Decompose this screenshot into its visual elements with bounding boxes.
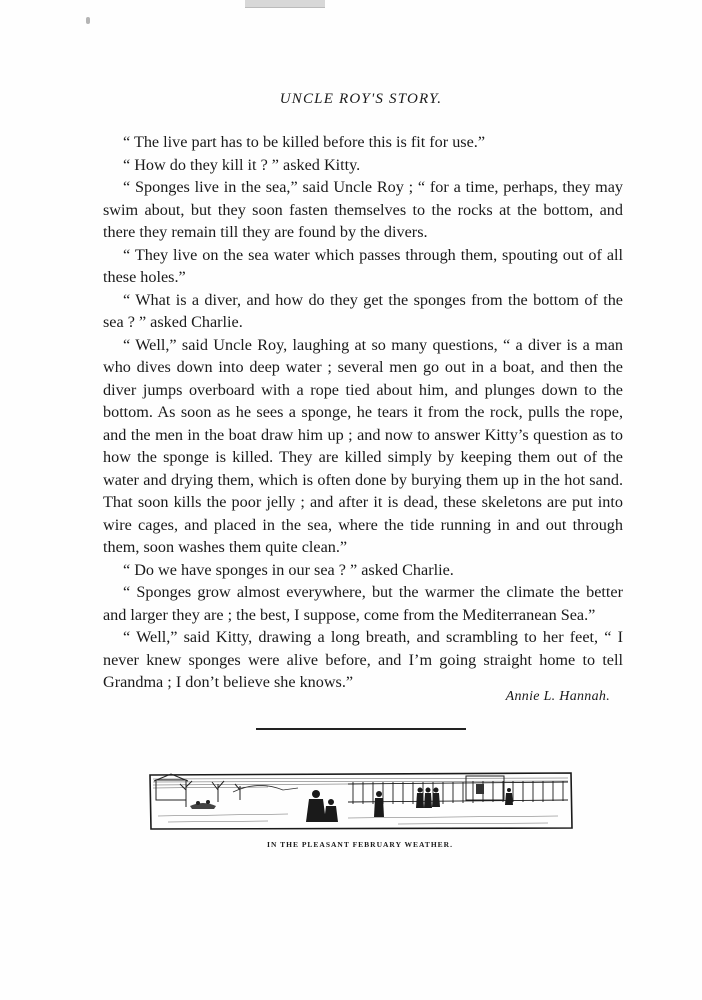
paragraph: “ They live on the sea water which passes through them, spouting out of all these holes.” [103,245,623,286]
paragraph: “ Well,” said Uncle Roy, laughing at so many questions, “ a diver is a man who dives down into deep water ; several men go out in a boat, and then the diver jumps overboard with a rope tied about him, and plunges down to the bottom. As soon as he sees a sponge, he tears it from the rock, pulls the rope, and the men in the boat draw him up ; and now to answer Kitty’s question as to how the sponge is killed. They are killed simply by keeping them out of the water and drying them, which is often done by burying them up in the hot sand. That soon kills the poor jelly ; and after it is dead, these skeletons are put into wire cages, and placed in the sea, where the tide running in and out through them, soon washes them quite clean.” [103,335,623,556]
paragraph: “ Sponges live in the sea,” said Uncle Roy ; “ for a time, perhaps, they may swim about, but they soon fasten themselves to the rocks at the bottom, and there they remain till they are found by the divers. [103,178,623,241]
paragraph: “ Do we have sponges in our sea ? ” asked Charlie. [123,560,454,579]
winter-scene-illustration [148,772,573,830]
section-divider [256,728,466,730]
illustration-caption: IN THE PLEASANT FEBRUARY WEATHER. [267,840,453,849]
story-text [103,131,623,694]
paragraph: “ How do they kill it ? ” asked Kitty. [123,155,361,174]
running-head: UNCLE ROY'S STORY. [279,91,443,107]
paper-speck [86,17,90,24]
paragraph: “ Well,” said Kitty, drawing a long breath, and scrambling to her feet, “ I never knew sponges were alive before, and I’m going straight home to tell Grandma ; I don’t believe she knows.” [103,628,623,691]
paragraph: “ Sponges grow almost everywhere, but the warmer the climate the better and larger they are ; the best, I suppose, come from the Mediterranean Sea.” [103,583,623,624]
page-edge-mark [245,0,325,8]
paragraph: “ The live part has to be killed before this is fit for use.” [123,133,486,151]
author-signature: Annie L. Hannah. [505,689,610,704]
paragraph: “ What is a diver, and how do they get the sponges from the bottom of the sea ? ” asked Charlie. [103,290,623,331]
